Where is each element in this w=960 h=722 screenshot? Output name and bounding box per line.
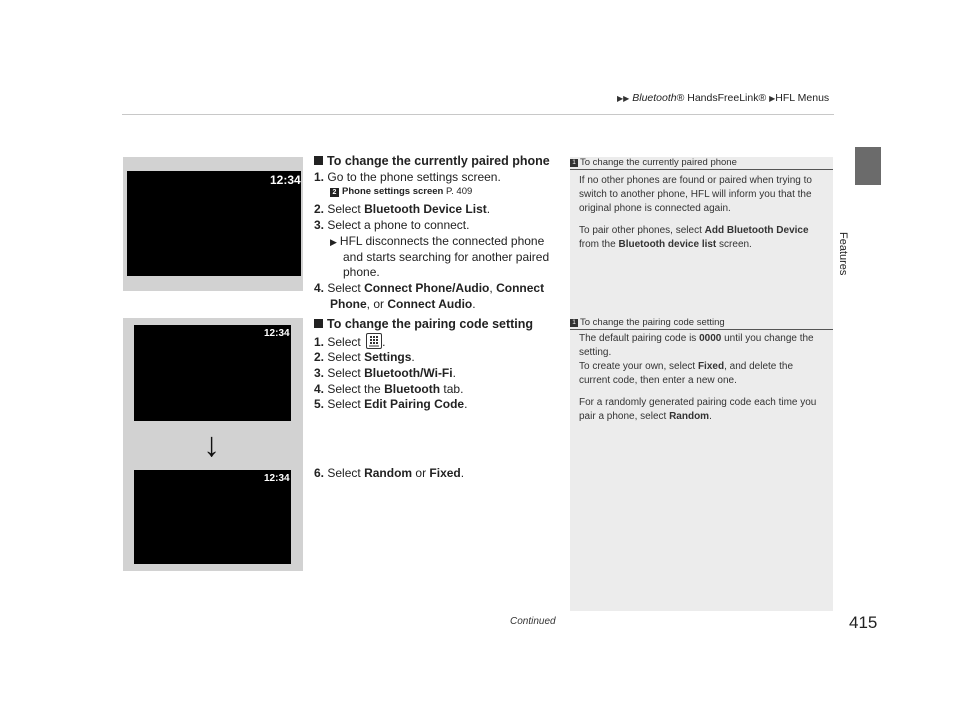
note-number-icon: 1	[570, 319, 578, 327]
step-2: 2. Select Bluetooth Device List.	[314, 202, 491, 216]
reference-icon: 2	[330, 188, 339, 197]
breadcrumb	[617, 92, 829, 104]
breadcrumb-menus: HFL Menus	[775, 92, 830, 104]
triangle-right-icon: ▶▶	[617, 94, 630, 103]
screen-clock: 12:34	[270, 173, 301, 187]
step-3-result: ▶ HFL disconnects the connected phone	[330, 234, 545, 248]
step-3-result-cont: phone.	[343, 265, 380, 279]
header-rule	[122, 114, 834, 115]
note-text: The default pairing code is 0000 until you change the setting. To create your own, select Fixed, and delete the current code, then enter a new one. For a randomly generated pairing code each time you pair a phone, select Random.	[579, 333, 817, 422]
note-number-icon: 1	[570, 159, 578, 167]
breadcrumb-bluetooth: Bluetooth	[632, 92, 677, 104]
phone-screen-2	[134, 325, 291, 421]
phone-screen-3	[134, 470, 291, 564]
note-title: 1 To change the currently paired phone	[570, 157, 737, 168]
step-5: 5. Select Edit Pairing Code.	[314, 397, 468, 411]
section-tab-label: Features	[837, 232, 849, 276]
step-4: 4. Select the Bluetooth tab.	[314, 382, 464, 396]
note-rule	[570, 329, 833, 330]
step-3: 3. Select Bluetooth/Wi-Fi.	[314, 366, 456, 380]
breadcrumb-hfl: ® HandsFreeLink®	[676, 92, 767, 104]
step-4-cont: Phone, or Connect Audio.	[330, 297, 476, 311]
cross-reference[interactable]: 2 Phone settings screen P. 409	[330, 186, 472, 197]
screen-clock: 12:34	[264, 473, 290, 484]
step-6: 6. Select Random or Fixed.	[314, 466, 465, 480]
step-1: 1. Go to the phone settings screen.	[314, 170, 501, 184]
step-1: 1. Select .	[314, 335, 386, 349]
step-3-result-cont: and starts searching for another paired	[343, 250, 550, 264]
note-title: 1 To change the pairing code setting	[570, 317, 725, 328]
page-number: 415	[849, 613, 878, 632]
section-heading: To change the pairing code setting	[314, 317, 533, 331]
result-arrow-icon: ▶	[330, 237, 337, 247]
note-text: If no other phones are found or paired when trying to switch to another phone, HFL will inform you that the original phone is connected again. To pair other phones, select Add Bluetooth Device from the Bluetooth device list screen.	[579, 175, 812, 250]
step-3: 3. Select a phone to connect.	[314, 218, 470, 232]
step-2: 2. Select Settings.	[314, 350, 415, 364]
section-heading: To change the currently paired phone	[314, 154, 550, 168]
note-rule	[570, 169, 833, 170]
arrow-down-icon: ↓	[203, 426, 220, 464]
section-tab-marker	[855, 147, 881, 185]
screen-clock: 12:34	[264, 328, 290, 339]
square-bullet-icon	[314, 319, 323, 328]
continued-label: Continued	[510, 616, 556, 627]
triangle-right-icon: ▶	[769, 94, 776, 103]
home-icon	[366, 333, 382, 349]
step-4: 4. Select Connect Phone/Audio, Connect	[314, 281, 545, 295]
square-bullet-icon	[314, 156, 323, 165]
